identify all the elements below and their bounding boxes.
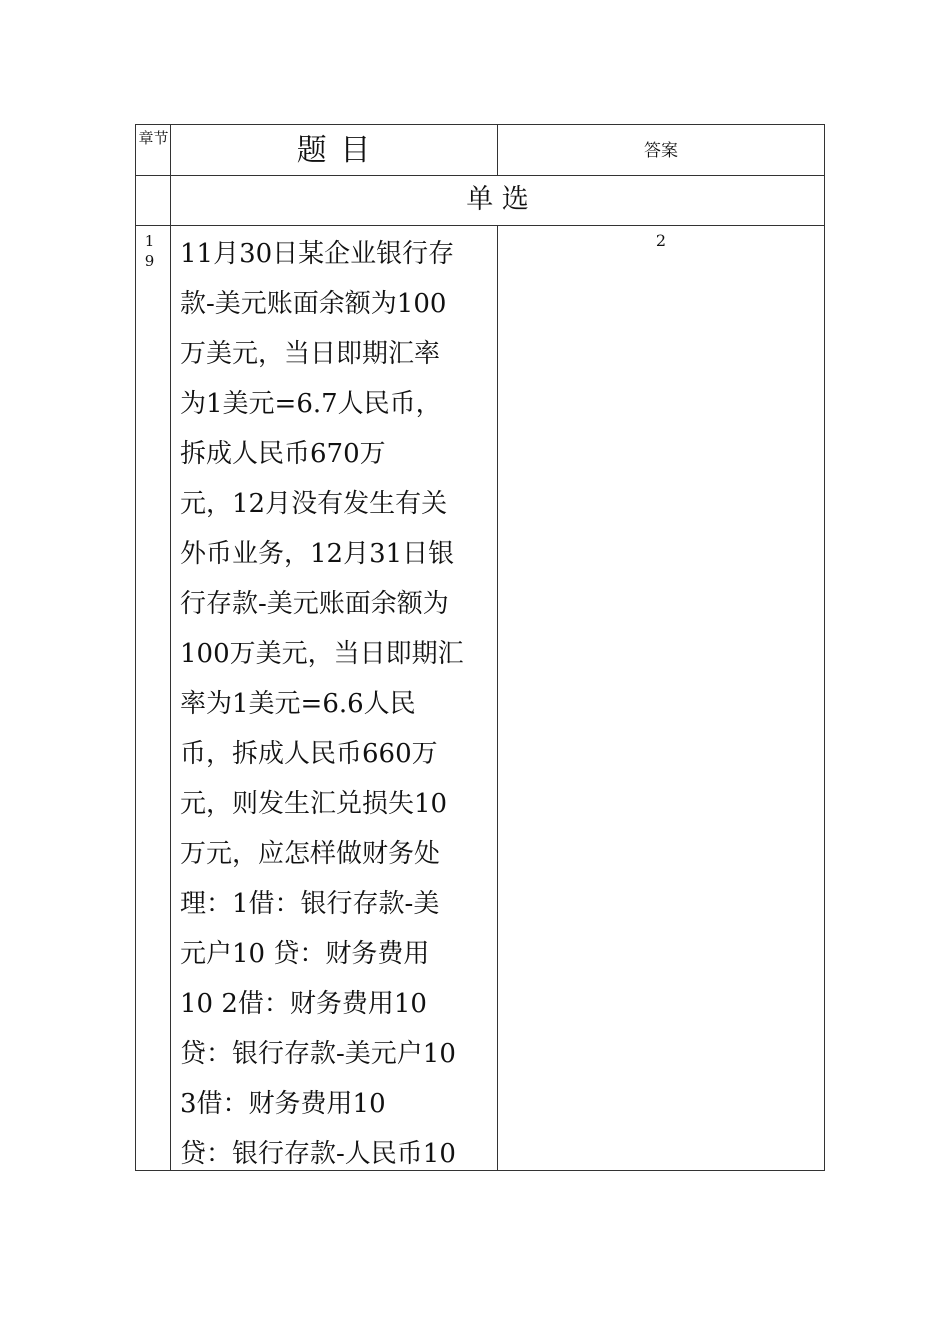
question-line: 贷：银行存款-美元户10 <box>180 1039 456 1069</box>
question-line: 万元，应怎样做财务处 <box>180 839 441 869</box>
question-line: 外币业务，12月31日银 <box>180 539 455 569</box>
question-line: 100万美元，当日即期汇 <box>180 639 464 669</box>
chapter-number: 1 9 <box>144 232 163 270</box>
question-line: 11月30日某企业银行存 <box>180 239 455 269</box>
question-line: 币，拆成人民币660万 <box>180 739 438 769</box>
section-title: 单 选 <box>466 184 529 215</box>
question-line: 元户10 贷：财务费用 <box>180 939 430 969</box>
row-divider-header <box>136 175 824 176</box>
question-column-header: 题 目 <box>296 133 373 168</box>
question-line: 3借：财务费用10 <box>180 1089 386 1119</box>
chapter-column-header <box>136 129 171 148</box>
question-text <box>180 229 492 1179</box>
answer-column-header: 答案 <box>644 141 678 161</box>
question-line: 率为1美元=6.6人民 <box>180 689 416 719</box>
answer-value: 2 <box>655 231 667 250</box>
column-divider-question-body <box>497 226 498 1170</box>
column-divider-chapter <box>170 125 171 1170</box>
question-line: 贷：银行存款-人民币10 <box>180 1139 456 1169</box>
question-line: 拆成人民币670万 <box>180 439 386 469</box>
question-line: 10 2借：财务费用10 <box>180 989 427 1019</box>
chapter-header-label: 章节 <box>138 129 169 147</box>
question-line: 元，12月没有发生有关 <box>180 489 448 519</box>
row-divider-section <box>136 225 824 226</box>
question-line: 行存款-美元账面余额为 <box>180 589 449 619</box>
question-line: 款-美元账面余额为100 <box>180 289 447 319</box>
question-table <box>135 124 825 1171</box>
question-line: 元，则发生汇兑损失10 <box>180 789 448 819</box>
question-line: 为1美元=6.7人民币， <box>180 389 442 419</box>
question-line: 万美元，当日即期汇率 <box>180 339 441 369</box>
question-line: 理：1借：银行存款-美 <box>180 889 440 919</box>
